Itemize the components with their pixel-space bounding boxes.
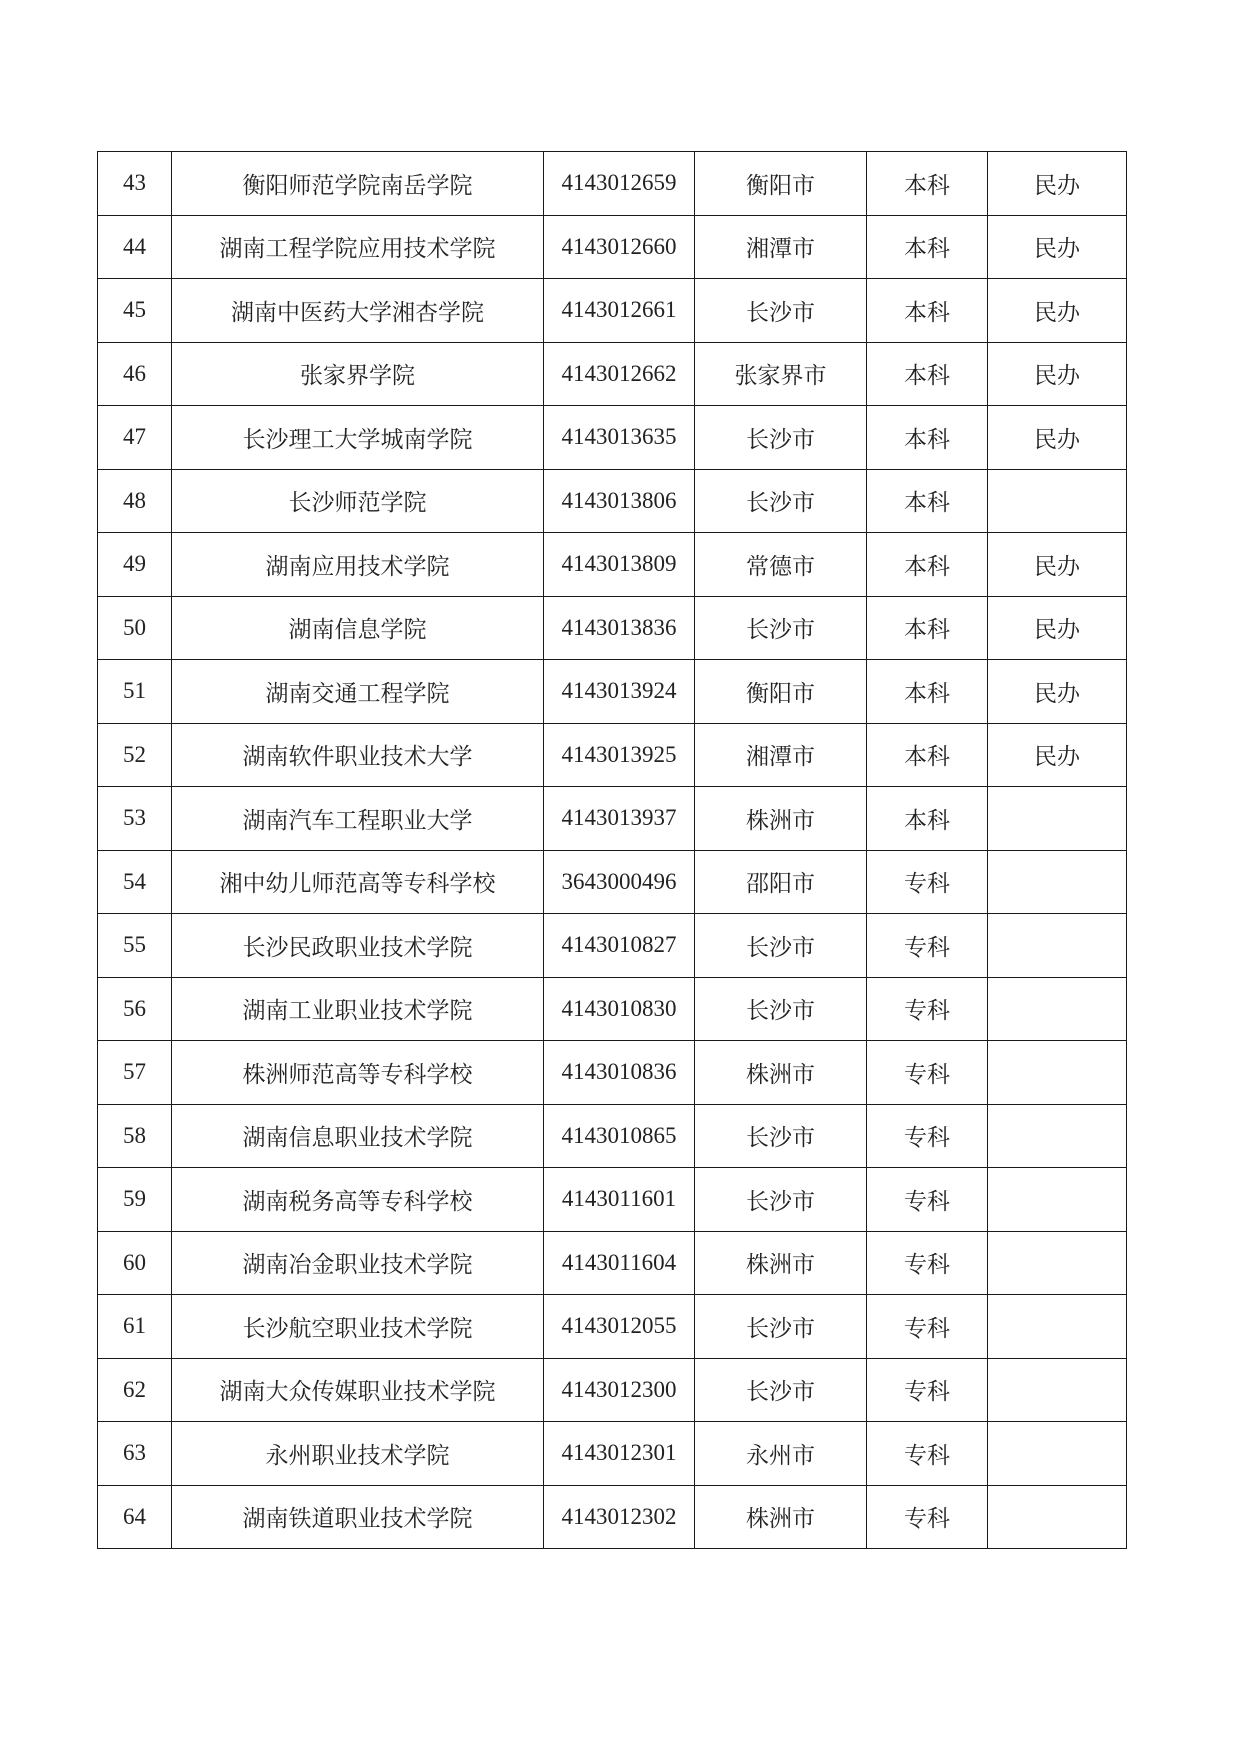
institution-name-cell: 湖南税务高等专科学校: [172, 1168, 544, 1232]
university-table: [97, 151, 1127, 1549]
institution-code-cell: 4143012302: [544, 1485, 695, 1549]
row-number-cell: 51: [98, 660, 172, 724]
institution-name-cell: 湖南中医药大学湘杏学院: [172, 279, 544, 343]
institution-name-cell: 长沙民政职业技术学院: [172, 914, 544, 978]
institution-code-cell: 4143011604: [544, 1231, 695, 1295]
ownership-type-cell: [988, 850, 1127, 914]
ownership-type-cell: [988, 1358, 1127, 1422]
table-row: [98, 1485, 1127, 1549]
row-number-cell: 56: [98, 977, 172, 1041]
city-cell: 永州市: [695, 1422, 867, 1486]
level-cell: 本科: [867, 533, 988, 597]
city-cell: 株洲市: [695, 1485, 867, 1549]
institution-code-cell: 4143012661: [544, 279, 695, 343]
institution-name-cell: 永州职业技术学院: [172, 1422, 544, 1486]
ownership-type-cell: [988, 1168, 1127, 1232]
institution-name-cell: 湘中幼儿师范高等专科学校: [172, 850, 544, 914]
city-cell: 长沙市: [695, 1295, 867, 1359]
ownership-type-cell: 民办: [988, 279, 1127, 343]
city-cell: 长沙市: [695, 469, 867, 533]
institution-name-cell: 湖南大众传媒职业技术学院: [172, 1358, 544, 1422]
table-row: [98, 787, 1127, 851]
level-cell: 专科: [867, 1422, 988, 1486]
ownership-type-cell: [988, 914, 1127, 978]
ownership-type-cell: [988, 1231, 1127, 1295]
institution-code-cell: 4143013925: [544, 723, 695, 787]
level-cell: 专科: [867, 1295, 988, 1359]
institution-code-cell: 4143010830: [544, 977, 695, 1041]
city-cell: 长沙市: [695, 596, 867, 660]
institution-code-cell: 4143012662: [544, 342, 695, 406]
ownership-type-cell: 民办: [988, 152, 1127, 216]
ownership-type-cell: [988, 977, 1127, 1041]
row-number-cell: 49: [98, 533, 172, 597]
institution-code-cell: 3643000496: [544, 850, 695, 914]
table-row: [98, 215, 1127, 279]
institution-code-cell: 4143013806: [544, 469, 695, 533]
table-row: [98, 152, 1127, 216]
ownership-type-cell: 民办: [988, 596, 1127, 660]
level-cell: 专科: [867, 1358, 988, 1422]
city-cell: 长沙市: [695, 914, 867, 978]
row-number-cell: 52: [98, 723, 172, 787]
table-row: [98, 850, 1127, 914]
level-cell: 本科: [867, 787, 988, 851]
level-cell: 本科: [867, 469, 988, 533]
institution-code-cell: 4143013836: [544, 596, 695, 660]
institution-code-cell: 4143013924: [544, 660, 695, 724]
institution-name-cell: 衡阳师范学院南岳学院: [172, 152, 544, 216]
row-number-cell: 57: [98, 1041, 172, 1105]
level-cell: 本科: [867, 406, 988, 470]
ownership-type-cell: 民办: [988, 215, 1127, 279]
row-number-cell: 47: [98, 406, 172, 470]
level-cell: 专科: [867, 914, 988, 978]
institution-name-cell: 株洲师范高等专科学校: [172, 1041, 544, 1105]
institution-code-cell: 4143012660: [544, 215, 695, 279]
level-cell: 本科: [867, 215, 988, 279]
ownership-type-cell: 民办: [988, 406, 1127, 470]
institution-name-cell: 湖南冶金职业技术学院: [172, 1231, 544, 1295]
city-cell: 长沙市: [695, 977, 867, 1041]
ownership-type-cell: 民办: [988, 660, 1127, 724]
row-number-cell: 44: [98, 215, 172, 279]
institution-code-cell: 4143013937: [544, 787, 695, 851]
row-number-cell: 54: [98, 850, 172, 914]
table-row: [98, 660, 1127, 724]
level-cell: 专科: [867, 1104, 988, 1168]
level-cell: 专科: [867, 1168, 988, 1232]
institution-name-cell: 湖南交通工程学院: [172, 660, 544, 724]
ownership-type-cell: 民办: [988, 533, 1127, 597]
city-cell: 常德市: [695, 533, 867, 597]
level-cell: 专科: [867, 1041, 988, 1105]
city-cell: 湘潭市: [695, 723, 867, 787]
city-cell: 长沙市: [695, 1358, 867, 1422]
city-cell: 长沙市: [695, 1168, 867, 1232]
ownership-type-cell: [988, 1041, 1127, 1105]
institution-name-cell: 湖南应用技术学院: [172, 533, 544, 597]
level-cell: 专科: [867, 850, 988, 914]
row-number-cell: 48: [98, 469, 172, 533]
institution-code-cell: 4143010865: [544, 1104, 695, 1168]
level-cell: 专科: [867, 977, 988, 1041]
level-cell: 本科: [867, 723, 988, 787]
table-row: [98, 406, 1127, 470]
city-cell: 株洲市: [695, 1231, 867, 1295]
ownership-type-cell: [988, 1295, 1127, 1359]
table-row: [98, 1231, 1127, 1295]
level-cell: 本科: [867, 660, 988, 724]
level-cell: 本科: [867, 279, 988, 343]
row-number-cell: 58: [98, 1104, 172, 1168]
institution-code-cell: 4143010827: [544, 914, 695, 978]
institution-code-cell: 4143012301: [544, 1422, 695, 1486]
ownership-type-cell: [988, 469, 1127, 533]
table-row: [98, 977, 1127, 1041]
institution-code-cell: 4143010836: [544, 1041, 695, 1105]
level-cell: 本科: [867, 596, 988, 660]
city-cell: 株洲市: [695, 787, 867, 851]
table-row: [98, 1358, 1127, 1422]
level-cell: 本科: [867, 152, 988, 216]
institution-name-cell: 湖南汽车工程职业大学: [172, 787, 544, 851]
city-cell: 株洲市: [695, 1041, 867, 1105]
institution-name-cell: 湖南铁道职业技术学院: [172, 1485, 544, 1549]
row-number-cell: 50: [98, 596, 172, 660]
row-number-cell: 53: [98, 787, 172, 851]
city-cell: 邵阳市: [695, 850, 867, 914]
institution-name-cell: 湖南工程学院应用技术学院: [172, 215, 544, 279]
ownership-type-cell: [988, 1422, 1127, 1486]
level-cell: 专科: [867, 1231, 988, 1295]
level-cell: 专科: [867, 1485, 988, 1549]
ownership-type-cell: [988, 1104, 1127, 1168]
institution-code-cell: 4143012300: [544, 1358, 695, 1422]
table-row: [98, 723, 1127, 787]
city-cell: 衡阳市: [695, 152, 867, 216]
table-row: [98, 469, 1127, 533]
row-number-cell: 55: [98, 914, 172, 978]
table-row: [98, 1168, 1127, 1232]
table-row: [98, 533, 1127, 597]
row-number-cell: 46: [98, 342, 172, 406]
city-cell: 长沙市: [695, 279, 867, 343]
row-number-cell: 45: [98, 279, 172, 343]
table-row: [98, 1104, 1127, 1168]
institution-code-cell: 4143011601: [544, 1168, 695, 1232]
table-row: [98, 342, 1127, 406]
institution-name-cell: 张家界学院: [172, 342, 544, 406]
row-number-cell: 63: [98, 1422, 172, 1486]
institution-name-cell: 湖南信息职业技术学院: [172, 1104, 544, 1168]
institution-code-cell: 4143012055: [544, 1295, 695, 1359]
institution-code-cell: 4143013635: [544, 406, 695, 470]
row-number-cell: 43: [98, 152, 172, 216]
city-cell: 长沙市: [695, 406, 867, 470]
table-row: [98, 914, 1127, 978]
row-number-cell: 61: [98, 1295, 172, 1359]
institution-code-cell: 4143012659: [544, 152, 695, 216]
ownership-type-cell: 民办: [988, 342, 1127, 406]
ownership-type-cell: [988, 1485, 1127, 1549]
city-cell: 张家界市: [695, 342, 867, 406]
institution-name-cell: 湖南工业职业技术学院: [172, 977, 544, 1041]
institution-name-cell: 长沙师范学院: [172, 469, 544, 533]
row-number-cell: 64: [98, 1485, 172, 1549]
table-row: [98, 1295, 1127, 1359]
level-cell: 本科: [867, 342, 988, 406]
table-row: [98, 279, 1127, 343]
table-row: [98, 1422, 1127, 1486]
row-number-cell: 59: [98, 1168, 172, 1232]
institution-name-cell: 长沙航空职业技术学院: [172, 1295, 544, 1359]
table-row: [98, 1041, 1127, 1105]
row-number-cell: 62: [98, 1358, 172, 1422]
city-cell: 湘潭市: [695, 215, 867, 279]
institution-name-cell: 湖南软件职业技术大学: [172, 723, 544, 787]
city-cell: 长沙市: [695, 1104, 867, 1168]
row-number-cell: 60: [98, 1231, 172, 1295]
city-cell: 衡阳市: [695, 660, 867, 724]
table-body: [98, 152, 1127, 1549]
institution-code-cell: 4143013809: [544, 533, 695, 597]
ownership-type-cell: [988, 787, 1127, 851]
institution-name-cell: 长沙理工大学城南学院: [172, 406, 544, 470]
ownership-type-cell: 民办: [988, 723, 1127, 787]
table-row: [98, 596, 1127, 660]
institution-name-cell: 湖南信息学院: [172, 596, 544, 660]
